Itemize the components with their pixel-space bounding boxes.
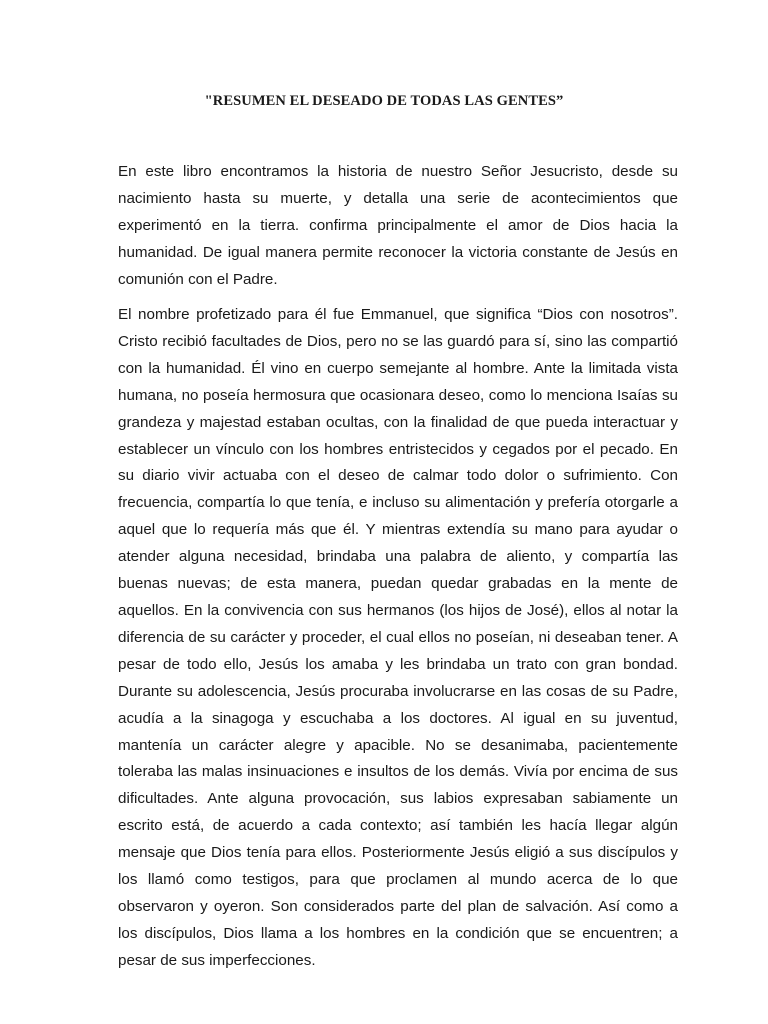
document-title: "RESUMEN EL DESEADO DE TODAS LAS GENTES” — [204, 93, 564, 109]
paragraph-1: En este libro encontramos la historia de nuestro Señor Jesucristo, desde su nacimiento hasta su muerte, y detalla una serie de acontecimientos que experimentó en la tierra. confirma principalmente el amor de Dios hacia la humanidad. De igual manera permite reconocer la victoria constante de Jesús en comunión con el Padre. — [118, 163, 678, 288]
paragraph-2: El nombre profetizado para él fue Emmanuel, que significa “Dios con nosotros”. Cristo recibió facultades de Dios, pero no se las guardó para sí, sino las compartió con la humanidad. Él vino en cuerpo semejante al hombre. Ante la limitada vista humana, no poseía hermosura que ocasionara deseo, como lo menciona Isaías su grandeza y majestad estaban ocultas, con la finalidad de que pueda interactuar y establecer un vínculo con los hombres entristecidos y cegados por el pecado. En su diario vivir actuaba con el deseo de calmar todo dolor o sufrimiento. Con frecuencia, compartía lo que tenía, e incluso su alimentación y prefería otorgarle a aquel que lo requería más que él. Y mientras extendía su mano para ayudar o atender alguna necesidad, brindaba una palabra de aliento, y compartía las buenas nuevas; de esta manera, puedan quedar grabadas en la mente de aquellos. En la convivencia con sus hermanos (los hijos de José), ellos al notar la diferencia de su carácter y proceder, el cual ellos no poseían, ni deseaban tener. A pesar de todo ello, Jesús los amaba y les brindaba un trato con gran bondad. Durante su adolescencia, Jesús procuraba involucrarse en las cosas de su Padre, acudía a la sinagoga y escuchaba a los doctores. Al igual en su juventud, mantenía un carácter alegre y apacible. No se desanimaba, pacientemente toleraba las malas insinuaciones e insultos de los demás. Vivía por encima de sus dificultades. Ante alguna provocación, sus labios expresaban sabiamente un escrito está, de acuerdo a cada contexto; así también les hacía llegar algún mensaje que Dios tenía para ellos. Posteriormente Jesús eligió a sus discípulos y los llamó como testigos, para que proclamen al mundo acerca de lo que observaron y oyeron. Son considerados parte del plan de salvación. Así como a los discípulos, Dios llama a los hombres en la condición que se encuentren; a pesar de sus imperfecciones. — [118, 306, 678, 969]
